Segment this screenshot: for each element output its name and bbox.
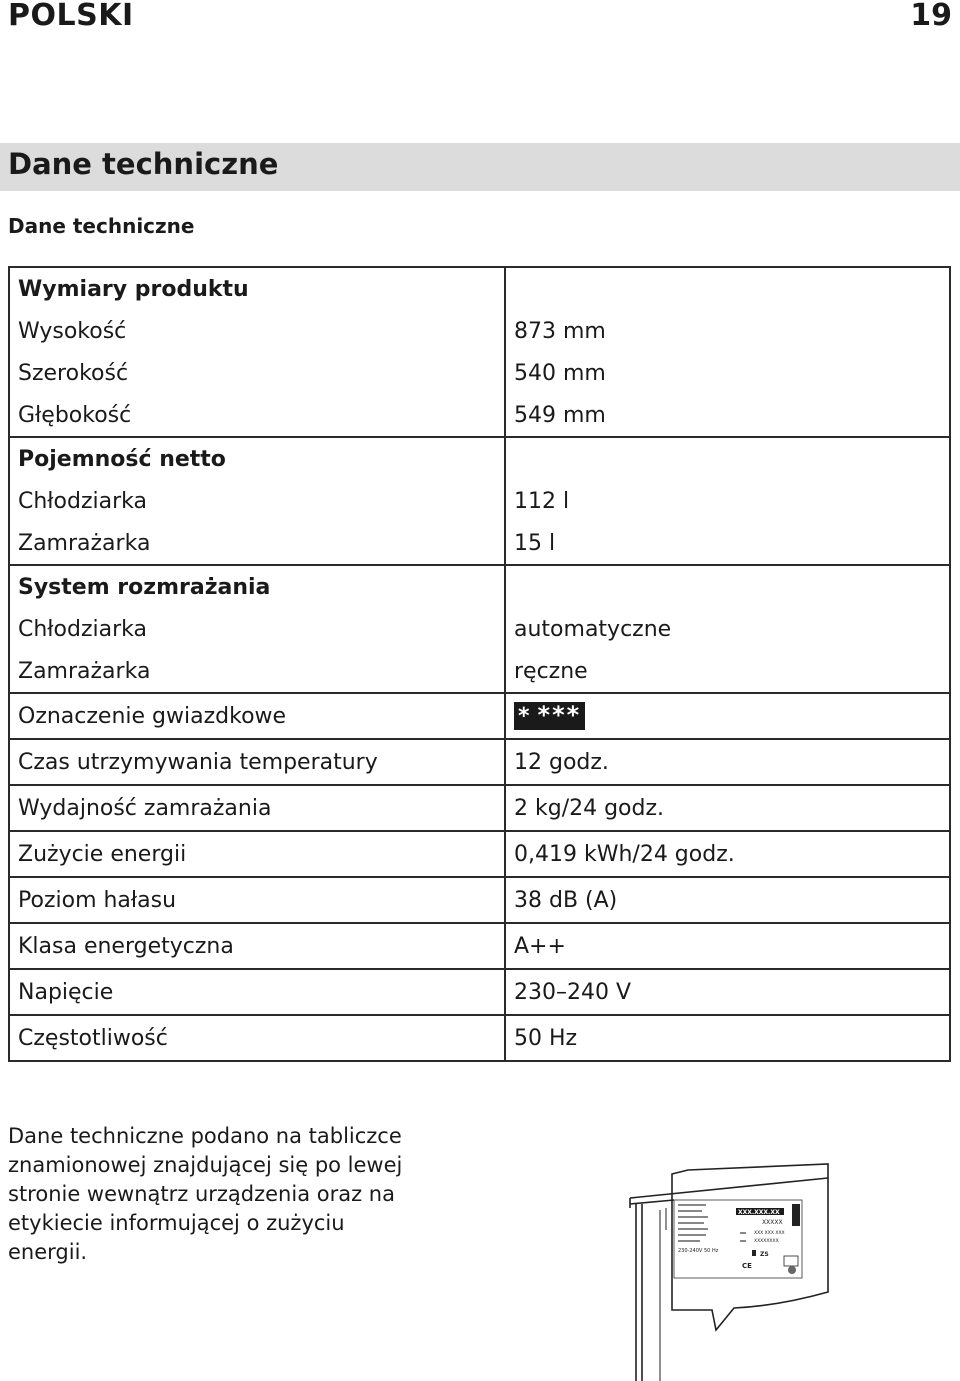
spec-label: Zamrażarka <box>9 650 505 693</box>
spec-label: Napięcie <box>9 969 505 1015</box>
table-row <box>9 650 950 693</box>
table-row <box>9 565 950 608</box>
section-band <box>0 143 960 191</box>
spec-label: Zamrażarka <box>9 522 505 565</box>
section-title: Dane techniczne <box>8 147 279 181</box>
spec-value: 230–240 V <box>505 969 950 1015</box>
table-row <box>9 310 950 352</box>
table-row <box>9 437 950 480</box>
plate-code: XXXXX <box>762 1219 783 1226</box>
triple-star: *** <box>537 701 582 729</box>
spec-label: Pojemność netto <box>9 437 505 480</box>
spec-value: 38 dB (A) <box>505 877 950 923</box>
spec-label: Czas utrzymywania temperatury <box>9 739 505 785</box>
spec-label: Chłodziarka <box>9 608 505 650</box>
rating-plate-note: Dane techniczne podano na tabliczce znamionowej znajdującej się po lewej stronie wewnątrz urządzenia oraz na etykiecie informującej o zużyciu energii. <box>8 1124 403 1264</box>
table-row <box>9 785 950 831</box>
spec-value: 15 l <box>505 522 950 565</box>
spec-label: Wysokość <box>9 310 505 352</box>
spec-value: A++ <box>505 923 950 969</box>
language-label: POLSKI <box>8 0 134 33</box>
spec-label: Klasa energetyczna <box>9 923 505 969</box>
page-number: 19 <box>910 0 952 33</box>
table-row <box>9 693 950 739</box>
spec-label: Oznaczenie gwiazdkowe <box>9 693 505 739</box>
spec-value: 540 mm <box>505 352 950 394</box>
spec-value <box>505 267 950 310</box>
spec-value: 873 mm <box>505 310 950 352</box>
table-row <box>9 1015 950 1061</box>
table-row <box>9 831 950 877</box>
spec-value: 2 kg/24 godz. <box>505 785 950 831</box>
spec-value <box>505 693 950 739</box>
spec-value: automatyczne <box>505 608 950 650</box>
table-row <box>9 877 950 923</box>
plate-zs-mark: ZS <box>760 1251 769 1258</box>
table-row <box>9 352 950 394</box>
spec-value: 12 godz. <box>505 739 950 785</box>
spec-label: Zużycie energii <box>9 831 505 877</box>
plate-ce-mark: CE <box>742 1262 752 1270</box>
spec-label: Głębokość <box>9 394 505 437</box>
spec-table <box>8 266 951 1062</box>
spec-value: 0,419 kWh/24 godz. <box>505 831 950 877</box>
spec-value: ręczne <box>505 650 950 693</box>
table-row <box>9 267 950 310</box>
spec-label: Wydajność zamrażania <box>9 785 505 831</box>
table-row <box>9 923 950 969</box>
spec-value <box>505 565 950 608</box>
spec-value: 549 mm <box>505 394 950 437</box>
spec-label: System rozmrażania <box>9 565 505 608</box>
plate-voltage: 230-240V <box>678 1248 703 1254</box>
spec-label: Chłodziarka <box>9 480 505 522</box>
table-row <box>9 394 950 437</box>
spec-value <box>505 437 950 480</box>
table-row <box>9 739 950 785</box>
plate-serial: XXX.XXX.XX <box>738 1209 780 1216</box>
single-star: * <box>518 704 532 729</box>
spec-value: 112 l <box>505 480 950 522</box>
spec-label: Poziom hałasu <box>9 877 505 923</box>
spec-label: Szerokość <box>9 352 505 394</box>
table-row <box>9 522 950 565</box>
table-row <box>9 608 950 650</box>
spec-value: 50 Hz <box>505 1015 950 1061</box>
table-row <box>9 969 950 1015</box>
rating-plate-illustration <box>628 1160 833 1381</box>
spec-label: Wymiary produktu <box>9 267 505 310</box>
table-row <box>9 480 950 522</box>
spec-label: Częstotliwość <box>9 1015 505 1061</box>
plate-numbers: XXX XXX XXX <box>754 1231 785 1236</box>
table-heading: Dane techniczne <box>8 214 195 238</box>
plate-frequency: 50 Hz <box>704 1248 719 1254</box>
plate-small-code: XXXXXXXX <box>754 1239 779 1244</box>
page-header <box>8 0 952 34</box>
star-rating-icon <box>514 702 585 730</box>
